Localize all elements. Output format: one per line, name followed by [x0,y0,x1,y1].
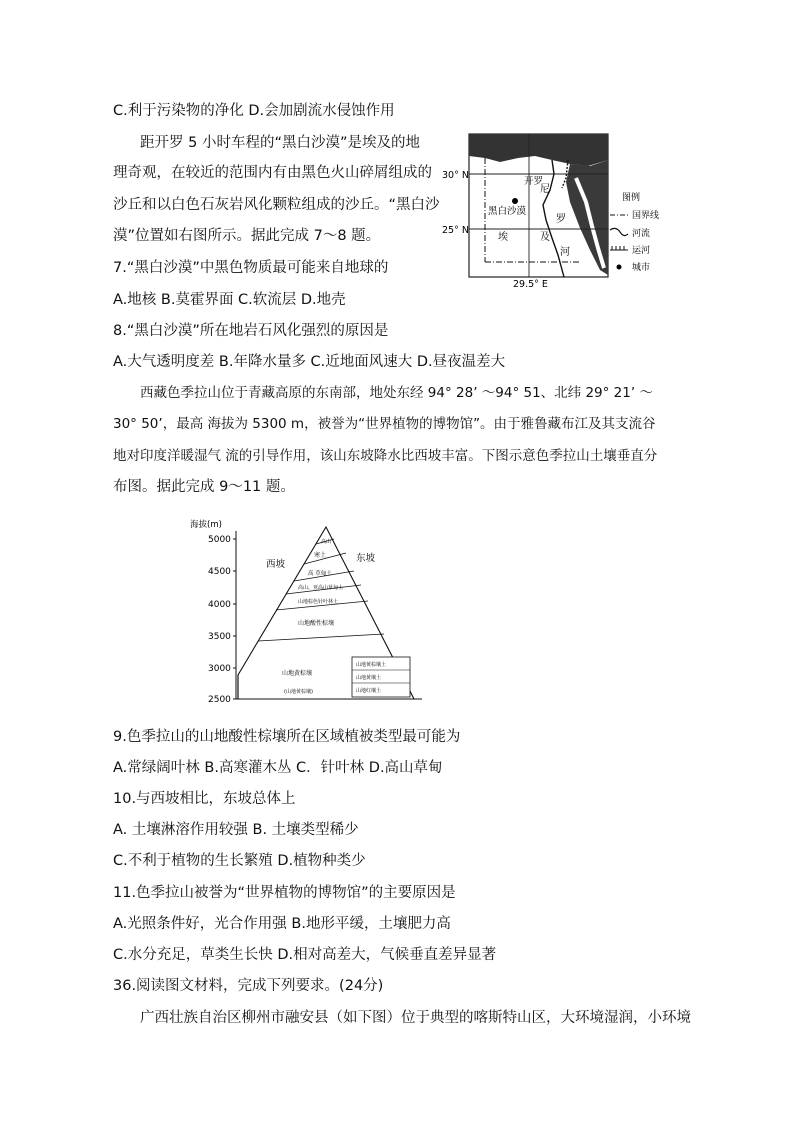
passage-1-line-4: 漠”位置如右图所示。据此完成 7～8 题。 [113,228,381,244]
label-country-2: 及 [540,232,550,243]
zone-yellow-brown: 山地黄棕壤 [282,670,313,677]
label-desert: 黑白沙漠 [488,206,527,217]
east-zone-1: 山地黄棕壤土 [356,662,387,668]
zone-conifer-soil: 山地棕色针叶林土 [298,599,339,605]
east-zone-2: 山地黄壤土 [356,675,382,681]
question-8-options: A.大气透明度差 B.年降水量多 C.近地面风速大 D.昼夜温差大 [113,354,506,370]
question-11: 11.色季拉山被誉为“世界植物的博物馆”的主要原因是 [113,885,456,901]
y-ticks [208,535,236,705]
egypt-map [440,130,675,288]
zone-frost: 寒土 [314,552,327,559]
y-axis-title: 海拔(m) [190,520,222,530]
tick-5000: 5000 [208,535,231,545]
zone-subalpine: 高山、亚高山草甸土 [298,585,344,591]
legend-river-symbol [610,228,628,235]
question-36: 36.阅读图文材料，完成下列要求。(24分) [113,978,384,994]
east-zone-3: 山地红壤土 [356,688,382,694]
legend-river-label: 河流 [632,229,651,239]
passage-2-line-3: 地对印度洋暖湿气 流的引导作用，该山东坡降水比西坡丰富。下图示意色季拉山土壤垂直分 [113,448,658,464]
passage-1-line-2: 理奇观，在较近的范围内有由黑色火山碎屑组成的 [113,165,432,181]
tick-4000: 4000 [208,600,231,610]
label-river-1: 尼 [540,184,550,195]
passage-2-line-2: 30° 50’，最高 海拔为 5300 m，被誉为“世界植物的博物馆”。由于雅鲁藏布江及其支流谷 [113,416,656,432]
question-10: 10.与西坡相比，东坡总体上 [113,791,296,807]
question-8: 8.“黑白沙漠”所在地岩石风化强烈的原因是 [113,323,389,339]
label-river-2: 罗 [556,214,566,225]
tick-4500: 4500 [208,567,231,577]
passage-2-line-1: 西藏色季拉山位于青藏高原的东南部，地处东经 94° 28’ ～94° 51、北纬 29° 21’ ～ [140,385,653,401]
tick-3500: 3500 [208,632,231,642]
question-11-options-ab: A.光照条件好，光合作用强 B.地形平缓，土壤肥力高 [113,916,451,932]
legend-title: 图例 [622,193,641,203]
q6-options-cd: C.利于污染物的净化 D.会加剧流水侵蚀作用 [113,103,395,119]
passage-2-line-4: 布图。据此完成 9～11 题。 [113,479,295,495]
zone-alpine: 高山 [321,539,332,545]
question-10-options-cd: C.不利于植物的生长繁殖 D.植物种类少 [113,853,366,869]
label-country-1: 埃 [498,232,508,243]
question-7: 7.“黑白沙漠”中黑色物质最可能来自地球的 [113,260,389,276]
zone-meadow: 高 草甸土 [308,571,332,577]
question-11-options-cd: C.水分充足，草类生长快 D.相对高差大，气候垂直差异显著 [113,947,497,963]
label-lat30: 30° N [442,170,469,181]
label-lon: 29.5° E [513,279,548,288]
tick-2500: 2500 [208,695,231,705]
question-10-options-ab: A. 土壤淋溶作用较强 B. 土壤类型稀少 [113,822,359,838]
label-lat25: 25° N [442,225,469,236]
label-river-3: 河 [560,247,570,258]
question-7-options: A.地核 B.莫霍界面 C.软流层 D.地壳 [113,292,346,308]
legend-city-symbol [617,265,622,270]
tick-3000: 3000 [208,664,231,674]
zone-yellow-brown-sub: (山地黄棕壤) [284,689,313,695]
legend-border-label: 国界线 [632,211,660,221]
soil-profile-chart [186,515,426,705]
legend-city-label: 城市 [632,263,651,273]
passage-1-line-1: 距开罗 5 小时车程的“黑白沙漠”是埃及的地 [140,135,420,151]
question-9-options: A.常绿阔叶林 B.高寒灌木丛 C．针叶林 D.高山草甸 [113,760,443,776]
label-east-slope: 东坡 [356,553,376,564]
zone-acid-brown: 山地酸性棕壤 [298,620,335,627]
legend-canal-symbol [610,246,628,250]
label-cairo: 开罗 [524,176,544,187]
question-9: 9.色季拉山的山地酸性棕壤所在区域植被类型最可能为 [113,729,461,745]
legend-canal-label: 运河 [632,246,651,256]
desert-city-marker [512,198,518,204]
passage-1-line-3: 沙丘和以白色石灰岩风化颗粒组成的沙丘。“黑白沙 [113,197,440,213]
label-west-slope: 西坡 [266,559,286,570]
passage-3-line-1: 广西壮族自治区柳州市融安县（如下图）位于典型的喀斯特山区，大环境湿润，小环境 [140,1010,691,1026]
